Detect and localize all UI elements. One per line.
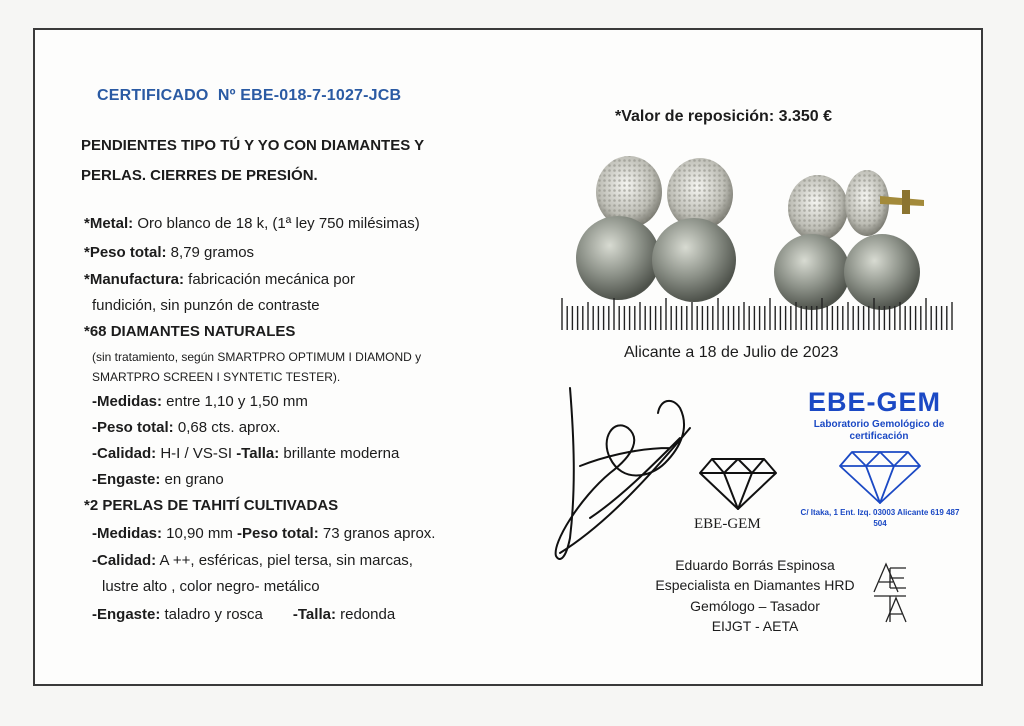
stamp-diamond-icon	[838, 448, 922, 506]
ebe-gem-logo-text: EBE-GEM	[694, 516, 761, 532]
measurement-ruler	[558, 296, 958, 334]
stamp-lab: Laboratorio Gemológico de certificación	[813, 419, 945, 442]
certificate-number: CERTIFICADO Nº EBE-018-7-1027-JCB	[97, 87, 402, 104]
replacement-value: *Valor de reposición: 3.350 €	[615, 108, 832, 125]
signatory-line-3: Gemólogo – Tasador	[690, 598, 820, 614]
handwritten-signature	[540, 378, 700, 568]
diamonds-title: *68 DIAMANTES NATURALES	[84, 323, 296, 340]
stamp-address: C/ Itaka, 1 Ent. Izq. 03003 Alicante 619 487 504	[800, 508, 960, 528]
spec-manufactura: *Manufactura: fabricación mecánica por	[84, 271, 355, 288]
pearl	[576, 216, 660, 300]
signatory-line-2: Especialista en Diamantes HRD	[655, 577, 855, 593]
diamonds-note-2: SMARTPRO SCREEN I SYNTETIC TESTER).	[92, 370, 341, 384]
stamp-title: EBE-GEM	[808, 387, 942, 417]
diamonds-calidad: -Calidad: H-I / VS-SI -Talla: brillante moderna	[92, 445, 400, 462]
signatory-line-4: EIJGT - AETA	[711, 618, 799, 634]
product-title-line-2: PERLAS. CIERRES DE PRESIÓN.	[81, 167, 318, 184]
spec-peso: *Peso total: 8,79 gramos	[84, 244, 255, 261]
diamonds-medidas: -Medidas: entre 1,10 y 1,50 mm	[92, 393, 308, 410]
aeta-logo	[870, 562, 910, 624]
pearls-engaste: -Engaste: taladro y rosca -Talla: redonda	[92, 606, 396, 623]
diamonds-note-1: (sin tratamiento, según SMARTPRO OPTIMUM I DIAMOND y	[92, 350, 422, 364]
diamond-logo-icon	[698, 455, 778, 511]
pearl	[652, 218, 736, 302]
diamonds-engaste: -Engaste: en grano	[92, 471, 224, 488]
spec-metal: *Metal: Oro blanco de 18 k, (1ª ley 750 milésimas)	[84, 215, 420, 232]
pearls-medidas: -Medidas: 10,90 mm -Peso total: 73 granos aprox.	[92, 525, 436, 542]
diamonds-peso: -Peso total: 0,68 cts. aprox.	[92, 419, 281, 436]
pearls-calidad: -Calidad: A ++, esféricas, piel tersa, sin marcas,	[92, 552, 413, 569]
product-title-line-1: PENDIENTES TIPO TÚ Y YO CON DIAMANTES Y	[81, 137, 425, 154]
place-and-date: Alicante a 18 de Julio de 2023	[624, 344, 839, 361]
spec-manufactura-cont: fundición, sin punzón de contraste	[92, 297, 320, 314]
signatory-name: Eduardo Borrás Espinosa	[675, 557, 835, 573]
pearls-calidad-cont: lustre alto , color negro- metálico	[102, 578, 320, 595]
pearls-title: *2 PERLAS DE TAHITÍ CULTIVADAS	[84, 497, 339, 514]
